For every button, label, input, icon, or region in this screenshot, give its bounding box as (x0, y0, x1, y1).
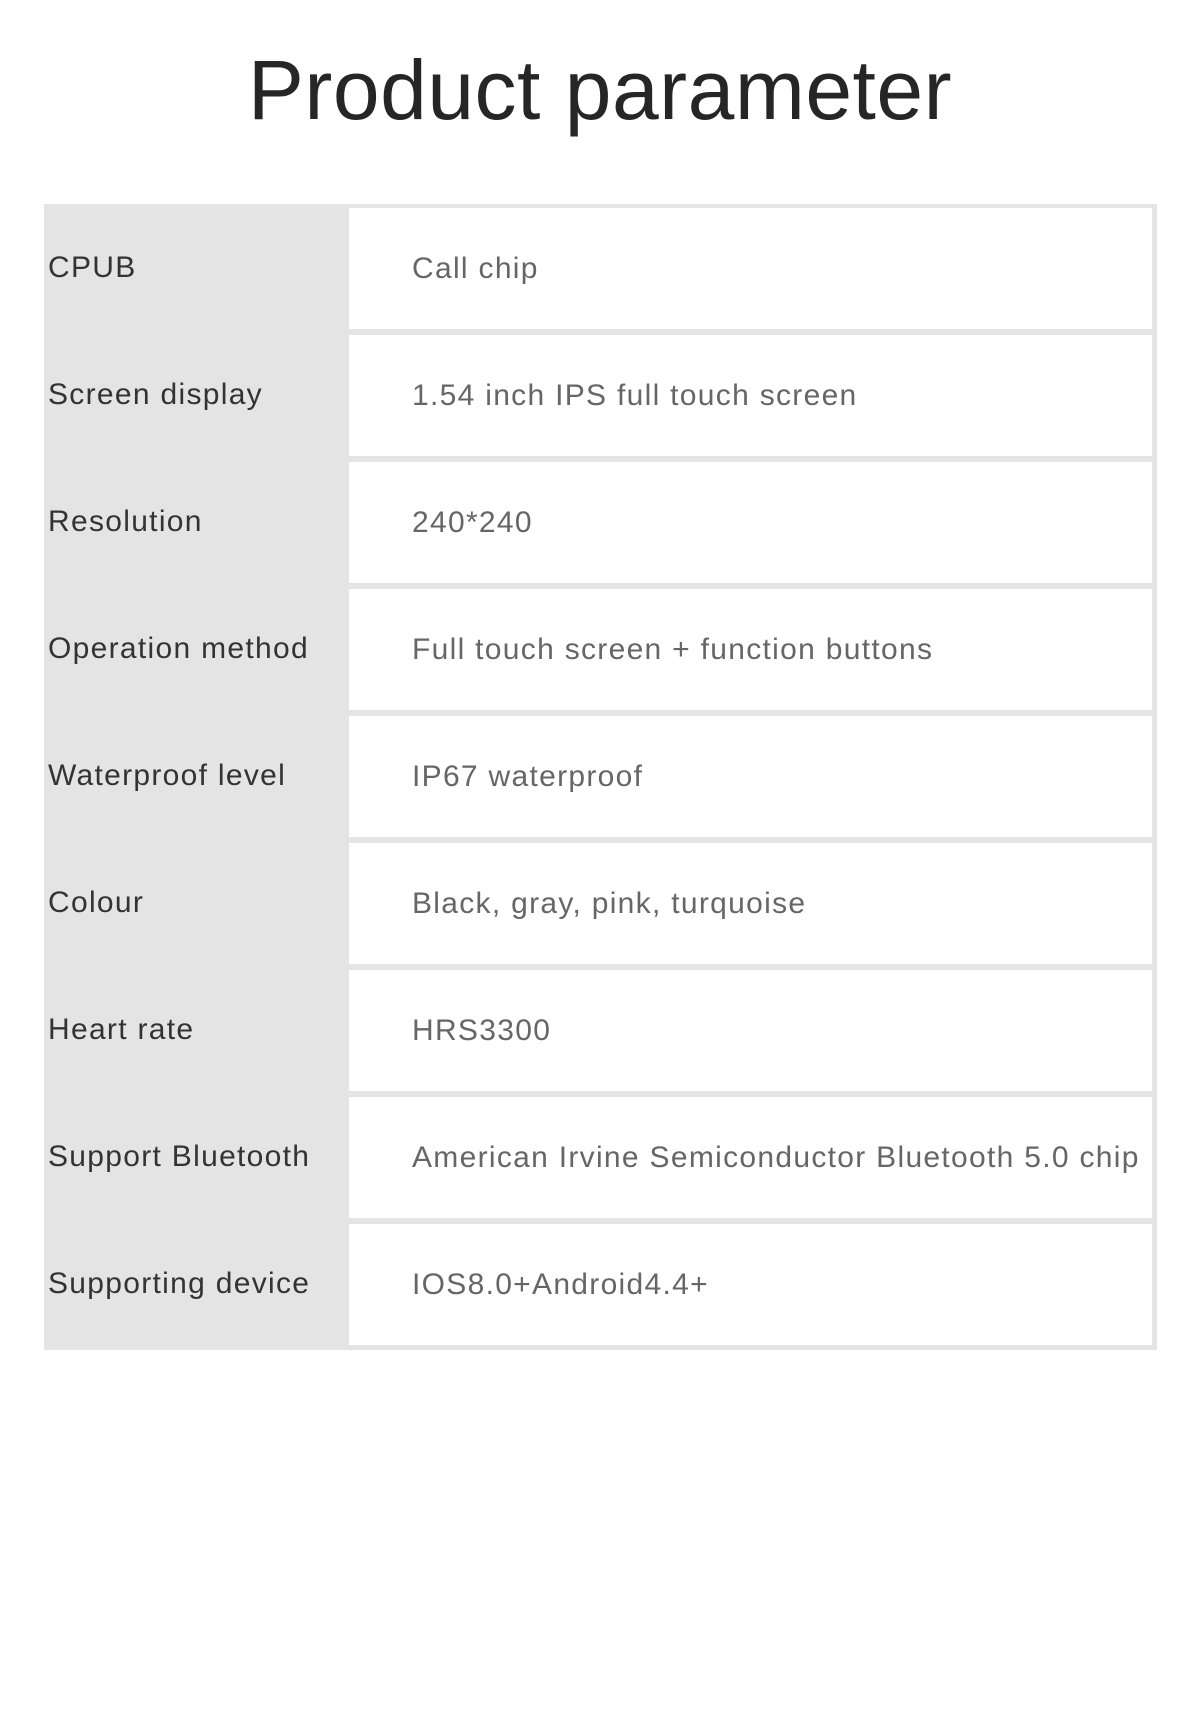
spec-value: Full touch screen + function buttons (412, 632, 934, 666)
spec-row-screen-display (44, 331, 1157, 458)
spec-label: Operation method (48, 631, 309, 665)
spec-value: 240*240 (412, 505, 533, 539)
spec-value: Black, gray, pink, turquoise (412, 886, 807, 920)
spec-value: IOS8.0+Android4.4+ (412, 1267, 709, 1301)
spec-label: Supporting device (48, 1266, 311, 1300)
spec-value: Call chip (412, 251, 539, 285)
spec-row-heart-rate (44, 966, 1157, 1093)
spec-label: CPUB (48, 250, 137, 284)
spec-row-waterproof-level (44, 712, 1157, 839)
spec-label: Heart rate (48, 1012, 195, 1046)
spec-value: IP67 waterproof (412, 759, 644, 793)
spec-row-cpu (44, 204, 1157, 331)
spec-label: Resolution (48, 504, 203, 538)
spec-value-cell (349, 462, 1152, 583)
spec-label: Screen display (48, 377, 263, 411)
spec-value-cell (349, 208, 1152, 329)
spec-value-cell (349, 970, 1152, 1091)
spec-row-support-bluetooth (44, 1093, 1157, 1220)
spec-row-operation-method (44, 585, 1157, 712)
spec-row-colour (44, 839, 1157, 966)
spec-value: American Irvine Semiconductor Bluetooth 5.0 chip (412, 1140, 1140, 1174)
spec-table (44, 204, 1157, 1350)
spec-row-supporting-device (44, 1220, 1157, 1347)
spec-value-cell (349, 1224, 1152, 1345)
spec-label: Waterproof level (48, 758, 287, 792)
spec-value: HRS3300 (412, 1013, 552, 1047)
spec-label: Support Bluetooth (48, 1139, 311, 1173)
page-title: Product parameter (247, 43, 953, 137)
spec-value-cell (349, 716, 1152, 837)
spec-value-cell (349, 1097, 1152, 1218)
spec-value-cell (349, 843, 1152, 964)
spec-value-cell (349, 589, 1152, 710)
spec-label: Colour (48, 885, 145, 919)
spec-row-resolution (44, 458, 1157, 585)
spec-value: 1.54 inch IPS full touch screen (412, 378, 858, 412)
spec-value-cell (349, 335, 1152, 456)
